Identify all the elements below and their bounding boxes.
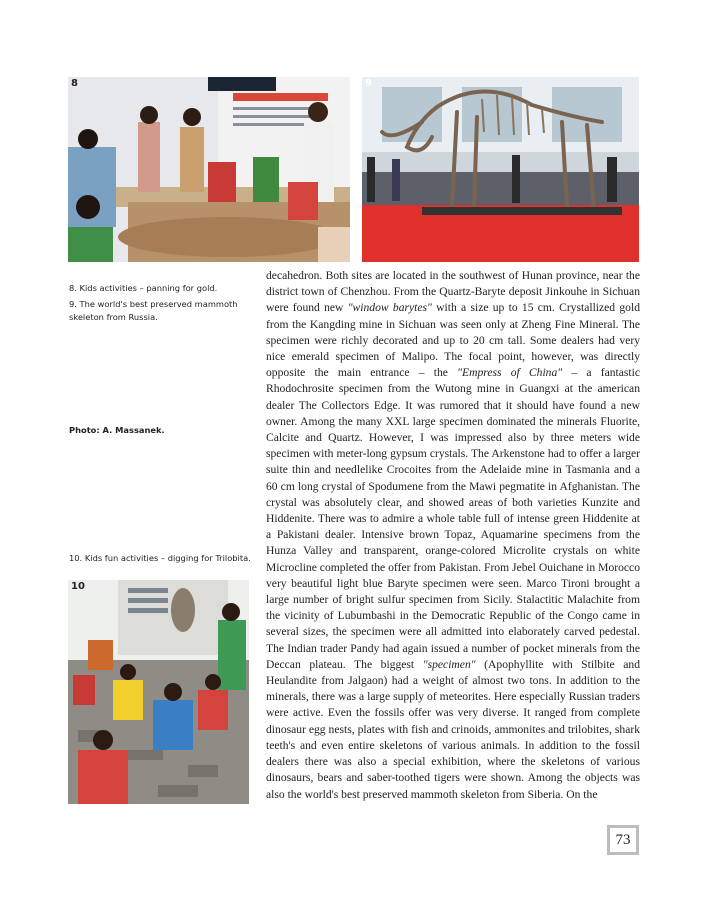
- caption-photo-8: 8. Kids activities – panning for gold.: [69, 283, 218, 293]
- body-text-italic: "window barytes": [347, 301, 432, 315]
- photo-number: 8: [71, 78, 78, 89]
- photo-credit: Photo: A. Massanek.: [69, 425, 165, 435]
- photo-mammoth-skeleton: [362, 77, 639, 262]
- photo-number: 10: [71, 581, 85, 592]
- caption-photo-9: 9. The world's best preserved mammoth skeleton from Russia.: [69, 299, 238, 322]
- photo-kids-digging-trilobites: [68, 580, 249, 804]
- article-body-text: [266, 268, 640, 803]
- page-number: 73: [607, 825, 639, 855]
- body-text-segment: decahedron. Both sites are located in the southwest of Hunan province, near the district town of Chenzhou. From the Quartz-Baryte deposit Jinkouhe in Sichuan were found new: [266, 269, 640, 315]
- photo-number: 9: [365, 78, 372, 89]
- caption-photo-10: 10. Kids fun activities – digging for Trilobita.: [69, 553, 251, 563]
- photo-10-image: [68, 580, 249, 804]
- photo-8-image: [68, 77, 350, 262]
- body-text-italic: "Empress of China": [457, 366, 563, 380]
- body-text-segment: – a fantastic Rhodochrosite specimen from the Wutong mine in Guangxi at the american dealer The Collectors Edge. It was rumored that it should have found a new owner. Among the many XXL large specimen dominated the minerals Fluorite, Calcite and Quartz. However, I was impressed also by three meters wide specimen with meter-long gypsum crystals. The Arkenstone had to offer a larger suite thin and needlelike Crocoites from the Adelaide mine in Tasmania and a 60 cm long crystal of Spodumene from the Mawi pegmatite in Afghanistan. The crystal was absolutely clear, and showed areas of both varieties Kunzite and Hiddenite. There was to admire a whole table full of intense green Hiddenite at a Pakistani dealer. Intensive brown Topaz, Aquamarine specimens from the Hunza Valley and transparent, orange-colored Microlite crystals on white Microcline completed the offer from Pakistan. From Jebel Ouichane in Morocco very beautiful light blue Baryte specimen were seen. Marco Tironi brought a large number of bright sulfur specimen from Sicily. Stalactitic Malachite from the vicinity of Lubumbashi in the Democratic Republic of the Congo came in several sizes, the specimen were all admitted into elaborately carved pedestal. The Indian trader Pandy had again issued a number of pocket minerals from the Deccan plateau. The biggest: [266, 366, 640, 671]
- body-text-segment: with a size up to 15 cm. Crystallized gold from the Kangding mine in Sichuan was seen only at Zheng Fine Mineral. The specimen were richly decorated and up to 20 cm tall. Some dealers had very nice emerald specimen of Malipo. The focal point, however, was directly opposite the main entrance – the: [266, 301, 640, 380]
- photo-9-image: [362, 77, 639, 262]
- photo-kids-panning-gold: [68, 77, 350, 262]
- body-text-segment: (Apophyllite with Stilbite and Heulandite from Jalgaon) had a weight of almost two tons. In addition to the minerals, there was a large supply of meteorites. Here especially Russian traders were active. Even the fossils offer was very diverse. It ranged from complete dinosaur egg nests, plates with fish and crinoids, ammonites and trilobites, shark teeth's and even entire skeletons of various animals. In addition to the fossil dealers there was also a special exhibition, where the skeletons of various dinosaurs, bears and saber-toothed tigers were shown. Among the objects was also the world's best preserved mammoth skeleton from Siberia. On the: [266, 657, 640, 801]
- body-text-italic: "specimen": [422, 657, 476, 671]
